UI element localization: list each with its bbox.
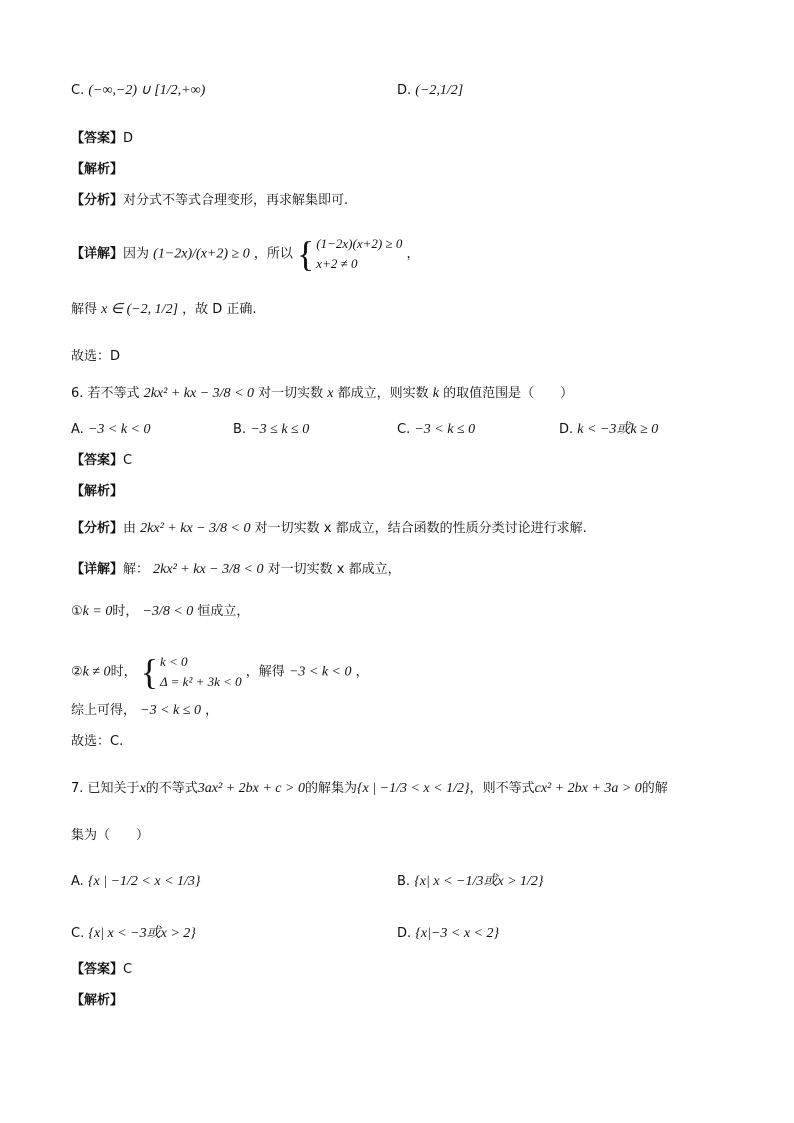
text: 故选：C. — [71, 734, 124, 749]
answer-value: C — [123, 453, 133, 468]
math-expr: 3ax² + 2bx + c > 0 — [197, 781, 305, 796]
answer-value: C — [123, 962, 133, 977]
option-label: C. — [71, 926, 85, 941]
system-row: (1−2x)(x+2) ≥ 0 — [316, 236, 403, 251]
text: 故选：D — [71, 349, 121, 364]
option-expr: −3 < k ≤ 0 — [414, 422, 476, 437]
system-row: k < 0 — [160, 654, 188, 669]
text: 对一切实数 x 都成立， — [267, 562, 401, 577]
text: 集为（ ） — [71, 828, 150, 843]
option-label: D. — [397, 83, 412, 98]
q6-xiangjie — [71, 559, 401, 581]
q6-answer — [71, 450, 132, 472]
option-expr: {x| x < −1/3或x > 1/2} — [414, 874, 544, 889]
q5-jiexi — [71, 159, 123, 181]
text: ，解得 — [245, 664, 285, 680]
text: 6. 若不等式 — [71, 386, 140, 401]
text: 解得 — [71, 302, 98, 317]
option-expr: k < −3或k ≥ 0 — [577, 422, 659, 437]
q6-fenxi — [71, 518, 587, 540]
q6-choose — [71, 731, 123, 753]
math-var: k — [432, 386, 440, 401]
math-expr: 2kx² + kx − 3/8 < 0 — [140, 521, 251, 536]
left-brace: { — [297, 234, 315, 274]
math-expr: cx² + 2bx + 3a > 0 — [534, 781, 642, 796]
q6-option-b — [233, 419, 309, 441]
text: 的取值范围是（ ） — [443, 386, 574, 401]
q5-answer — [71, 128, 133, 150]
q5-choose — [71, 346, 120, 368]
q7-option-d — [397, 923, 499, 945]
option-expr: {x| x < −3或x > 2} — [88, 926, 196, 941]
system-row: Δ = k² + 3k < 0 — [160, 674, 242, 689]
equation-system — [141, 652, 242, 692]
q5-xiangjie — [71, 234, 420, 274]
text: 对一切实数 — [258, 386, 324, 401]
option-expr: −3 < k < 0 — [87, 422, 151, 437]
text: 解： — [123, 562, 150, 577]
jiexi-tag: 【解析】 — [71, 484, 124, 499]
q7-jiexi — [71, 990, 123, 1012]
text: 对一切实数 x 都成立，结合函数的性质分类讨论进行求解. — [254, 521, 587, 536]
text: 7. 已知关于 — [71, 781, 140, 796]
math-expr: −3 < k < 0 — [288, 664, 352, 680]
xiangjie-tag: 【详解】 — [71, 246, 124, 262]
q5-option-c-expr: (−∞,−2) ∪ [1/2,+∞) — [88, 83, 206, 98]
xiangjie-tag: 【详解】 — [71, 562, 124, 577]
option-expr: {x|−3 < x < 2} — [415, 926, 500, 941]
q7-option-a — [71, 871, 201, 893]
q5-option-d-expr: (−2,1/2] — [415, 83, 464, 98]
fenxi-tag: 【分析】 — [71, 521, 124, 536]
option-expr: −3 ≤ k ≤ 0 — [250, 422, 310, 437]
text: 因为 — [123, 246, 150, 262]
text: ， — [406, 246, 420, 262]
option-label: B. — [397, 874, 411, 889]
q6-stem — [71, 383, 573, 405]
option-label: D. — [397, 926, 412, 941]
math-var: x — [139, 781, 146, 796]
q6-jiexi — [71, 481, 123, 503]
left-brace: { — [140, 652, 158, 692]
q6-case2 — [71, 652, 369, 692]
fenxi-tag: 【分析】 — [71, 193, 124, 208]
math-expr: 2kx² + kx − 3/8 < 0 — [153, 562, 264, 577]
system-row: x+2 ≠ 0 — [316, 256, 358, 271]
text: 时， — [112, 604, 139, 619]
jiexi-tag: 【解析】 — [71, 162, 124, 177]
option-expr: {x | −1/2 < x < 1/3} — [87, 874, 201, 889]
q6-option-c — [397, 419, 475, 441]
q7-stem-line2 — [71, 825, 149, 847]
q5-solve — [71, 299, 257, 321]
math-var: x — [327, 386, 334, 401]
answer-tag: 【答案】 — [71, 131, 124, 146]
math-expr: (1−2x)/(x+2) ≥ 0 — [153, 246, 250, 262]
q7-option-b — [397, 871, 544, 893]
q6-option-a — [71, 419, 151, 441]
q7-stem — [71, 778, 668, 800]
text: 综上可得， — [71, 703, 137, 718]
math-expr: k = 0 — [82, 604, 113, 619]
text: ② — [71, 664, 83, 680]
text: 都成立，则实数 — [337, 386, 429, 401]
text: 的解集为 — [304, 781, 357, 796]
text: ， — [205, 703, 219, 718]
option-label: A. — [71, 422, 84, 437]
q6-option-d — [559, 419, 658, 441]
q7-option-c — [71, 923, 196, 945]
text: ， — [355, 664, 369, 680]
option-label: A. — [71, 874, 84, 889]
math-expr: −3 < k ≤ 0 — [140, 703, 201, 718]
answer-value: D — [123, 131, 134, 146]
equation-system — [297, 234, 402, 274]
option-label: B. — [233, 422, 247, 437]
math-expr: −3/8 < 0 — [142, 604, 194, 619]
q7-answer — [71, 959, 132, 981]
text: 恒成立， — [197, 604, 250, 619]
option-label: C. — [71, 83, 85, 98]
q5-option-d — [397, 80, 463, 102]
q6-summary — [71, 700, 218, 722]
text: 的解 — [641, 781, 668, 796]
jiexi-tag: 【解析】 — [71, 993, 124, 1008]
q5-option-c — [71, 80, 205, 102]
text: ，则不等式 — [469, 781, 535, 796]
math-expr: {x | −1/3 < x < 1/2} — [356, 781, 470, 796]
text: 的不等式 — [145, 781, 198, 796]
text: ，所以 — [253, 246, 293, 262]
math-expr: x ∈ (−2, 1/2] — [101, 302, 179, 317]
option-label: D. — [559, 422, 574, 437]
text: 由 — [123, 521, 137, 536]
math-expr: 2kx² + kx − 3/8 < 0 — [143, 386, 254, 401]
fenxi-text: 对分式不等式合理变形，再求解集即可. — [123, 193, 349, 208]
answer-tag: 【答案】 — [71, 453, 124, 468]
text: ，故 D 正确. — [182, 302, 257, 317]
q6-case1 — [71, 601, 249, 623]
text: 时， — [110, 664, 137, 680]
answer-tag: 【答案】 — [71, 962, 124, 977]
math-expr: k ≠ 0 — [82, 664, 111, 680]
q5-fenxi — [71, 190, 348, 212]
option-label: C. — [397, 422, 411, 437]
text: ① — [71, 604, 83, 619]
